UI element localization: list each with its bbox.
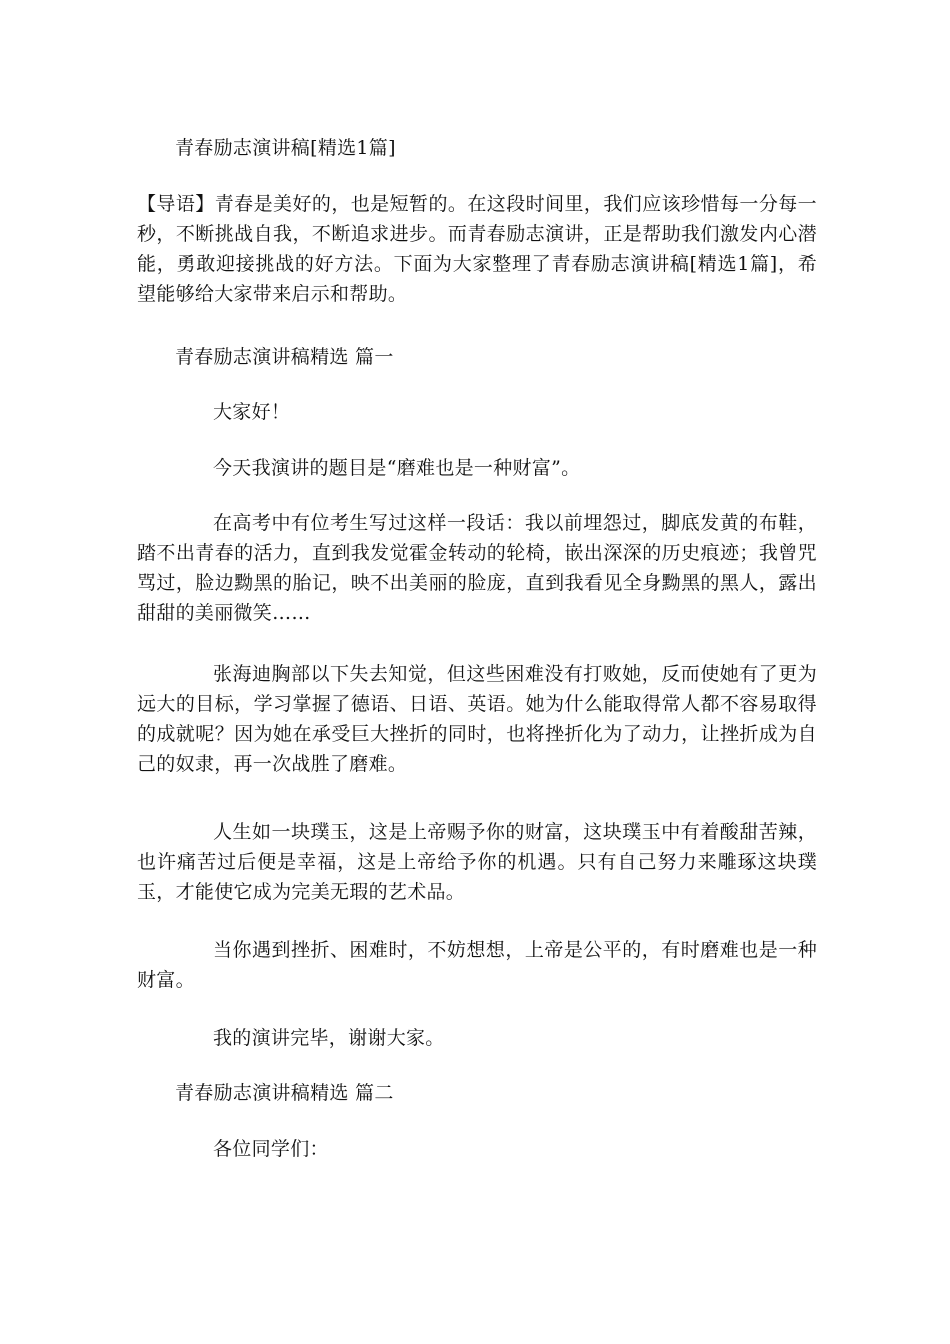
greeting-1: 大家好！ <box>213 401 291 423</box>
paragraph-closing: 我的演讲完毕，谢谢大家。 <box>213 1027 445 1049</box>
intro-paragraph: 【导语】青春是美好的，也是短暂的。在这段时间里，我们应该珍惜每一分每一秒，不断挑战自我，不断追求进步。而青春励志演讲，正是帮助我们激发内心潜能，勇敢迎接挑战的好方法。下面为大家整理了青春励志演讲稿[精选1篇]，希望能够给大家带来启示和帮助。 <box>137 193 817 305</box>
section-heading-1: 青春励志演讲稿精选 篇一 <box>175 346 394 368</box>
paragraph-zhang-haidi: 张海迪胸部以下失去知觉，但这些困难没有打败她，反而使她有了更为远大的目标，学习掌握了德语、日语、英语。她为什么能取得常人都不容易取得的成就呢？因为她在承受巨大挫折的同时，也将挫折化为了动力，让挫折成为自己的奴隶，再一次战胜了磨难。 <box>137 663 817 775</box>
document-title: 青春励志演讲稿[精选1篇] <box>175 137 396 159</box>
section-heading-2: 青春励志演讲稿精选 篇二 <box>175 1082 394 1104</box>
paragraph-jade: 人生如一块璞玉，这是上帝赐予你的财富，这块璞玉中有着酸甜苦辣，也许痛苦过后便是幸福，这是上帝给予你的机遇。只有自己努力来雕琢这块璞玉，才能使它成为完美无瑕的艺术品。 <box>137 821 817 903</box>
greeting-2: 各位同学们： <box>213 1138 329 1160</box>
paragraph-setbacks: 当你遇到挫折、困难时，不妨想想，上帝是公平的，有时磨难也是一种财富。 <box>137 939 817 991</box>
paragraph-exam-quote: 在高考中有位考生写过这样一段话：我以前埋怨过，脚底发黄的布鞋，踏不出青春的活力，直到我发觉霍金转动的轮椅，嵌出深深的历史痕迹；我曾咒骂过，脸边黝黑的胎记，映不出美丽的脸庞，直到我看见全身黝黑的黑人，露出甜甜的美丽微笑…… <box>137 512 817 624</box>
paragraph-topic: 今天我演讲的题目是“磨难也是一种财富”。 <box>213 457 581 479</box>
